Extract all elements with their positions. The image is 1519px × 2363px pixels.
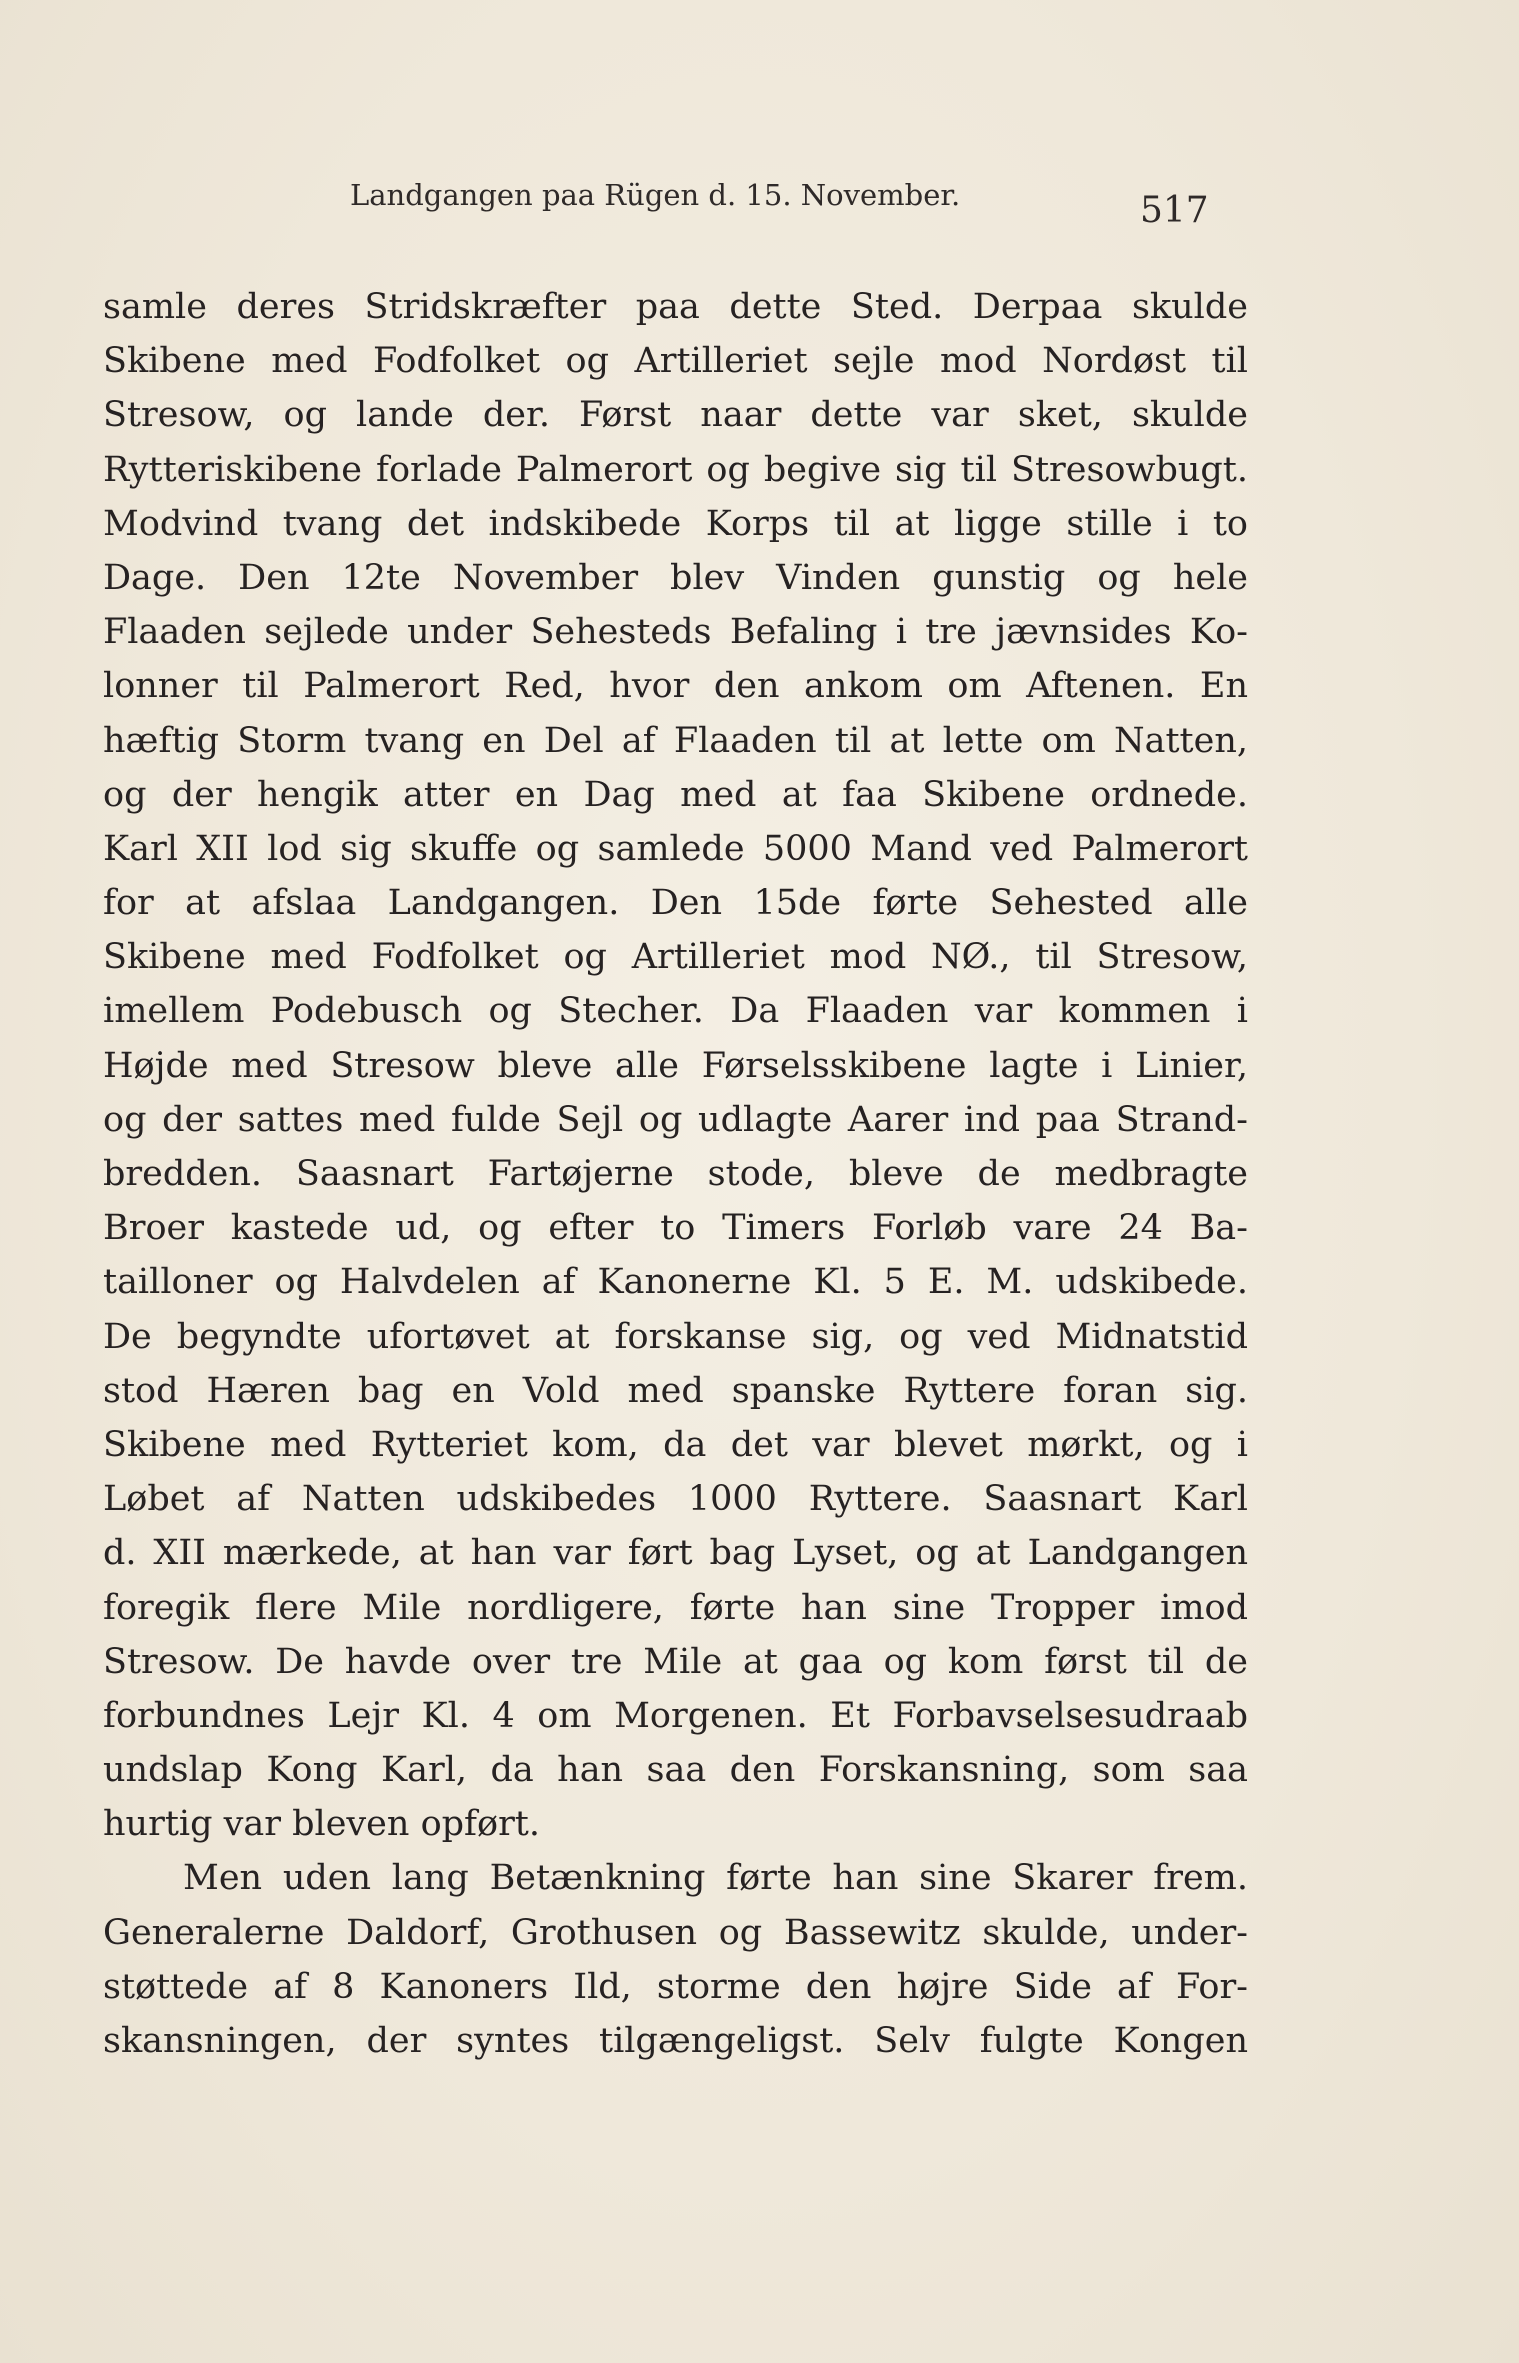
text-line: skansningen, der syntes tilgængeligst. Selv fulgte Kongen	[103, 2021, 1248, 2061]
paragraph	[103, 280, 1248, 1851]
text-line: Generalerne Daldorf, Grothusen og Bassewitz skulde, under-	[103, 1912, 1248, 1953]
text-line: d. XII mærkede, at han var ført bag Lyset, og at Landgangen	[103, 1533, 1248, 1574]
text-line: Rytteriskibene forlade Palmerort og begive sig til Stresowbugt.	[103, 449, 1248, 490]
text-line: Broer kastede ud, og efter to Timers Forløb vare 24 Ba-	[103, 1208, 1248, 1249]
text-line: foregik flere Mile nordligere, førte han sine Tropper imod	[103, 1587, 1248, 1628]
text-line: De begyndte ufortøvet at forskanse sig, og ved Midnatstid	[103, 1316, 1248, 1357]
text-line: Skibene med Fodfolket og Artilleriet sejle mod Nordøst til	[103, 341, 1248, 382]
text-line: forbundnes Lejr Kl. 4 om Morgenen. Et Forbavselsesudraab	[103, 1695, 1248, 1736]
paragraph	[103, 1851, 1248, 2068]
text-line: hæftig Storm tvang en Del af Flaaden til at lette om Natten,	[103, 720, 1248, 761]
text-line: hurtig var bleven opført.	[103, 1804, 540, 1845]
text-line: Karl XII lod sig skuffe og samlede 5000 Mand ved Palmerort	[103, 828, 1248, 869]
text-line: Flaaden sejlede under Sehesteds Befaling i tre jævnsides Ko-	[103, 612, 1248, 653]
text-line: Skibene med Fodfolket og Artilleriet mod NØ., til Stresow,	[103, 937, 1248, 978]
text-line: tailloner og Halvdelen af Kanonerne Kl. 5 E. M. udskibede.	[103, 1262, 1248, 1303]
text-line: Skibene med Rytteriet kom, da det var blevet mørkt, og i	[103, 1424, 1248, 1465]
text-line: Højde med Stresow bleve alle Førselsskibene lagte i Linier,	[103, 1045, 1248, 1086]
text-line: Men uden lang Betænkning førte han sine Skarer frem.	[183, 1858, 1248, 1899]
text-line: Løbet af Natten udskibedes 1000 Ryttere. Saasnart Karl	[103, 1479, 1248, 1520]
text-line: samle deres Stridskræfter paa dette Sted. Derpaa skulde	[103, 287, 1248, 327]
page-number: 517	[1140, 190, 1209, 231]
text-line: undslap Kong Karl, da han saa den Forskansning, som saa	[103, 1750, 1248, 1791]
text-line: for at afslaa Landgangen. Den 15de førte Sehested alle	[103, 883, 1248, 924]
running-header: Landgangen paa Rügen d. 15. November.	[350, 178, 961, 212]
text-line: og der hengik atter en Dag med at faa Skibene ordnede.	[103, 774, 1248, 815]
text-line: Stresow, og lande der. Først naar dette var sket, skulde	[103, 395, 1248, 436]
text-line: imellem Podebusch og Stecher. Da Flaaden var kommen i	[103, 991, 1248, 1032]
text-line: stod Hæren bag en Vold med spanske Ryttere foran sig.	[103, 1370, 1248, 1411]
text-line: Dage. Den 12te November blev Vinden gunstig og hele	[103, 557, 1248, 598]
text-line: og der sattes med fulde Sejl og udlagte Aarer ind paa Strand-	[103, 1099, 1248, 1140]
body-text	[103, 280, 1248, 2068]
text-line: Stresow. De havde over tre Mile at gaa og kom først til de	[103, 1641, 1248, 1682]
text-line: bredden. Saasnart Fartøjerne stode, bleve de medbragte	[103, 1154, 1248, 1194]
text-line: støttede af 8 Kanoners Ild, storme den højre Side af For-	[103, 1966, 1248, 2007]
text-line: Modvind tvang det indskibede Korps til at ligge stille i to	[103, 503, 1248, 544]
text-line: lonner til Palmerort Red, hvor den ankom om Aftenen. En	[103, 666, 1248, 707]
